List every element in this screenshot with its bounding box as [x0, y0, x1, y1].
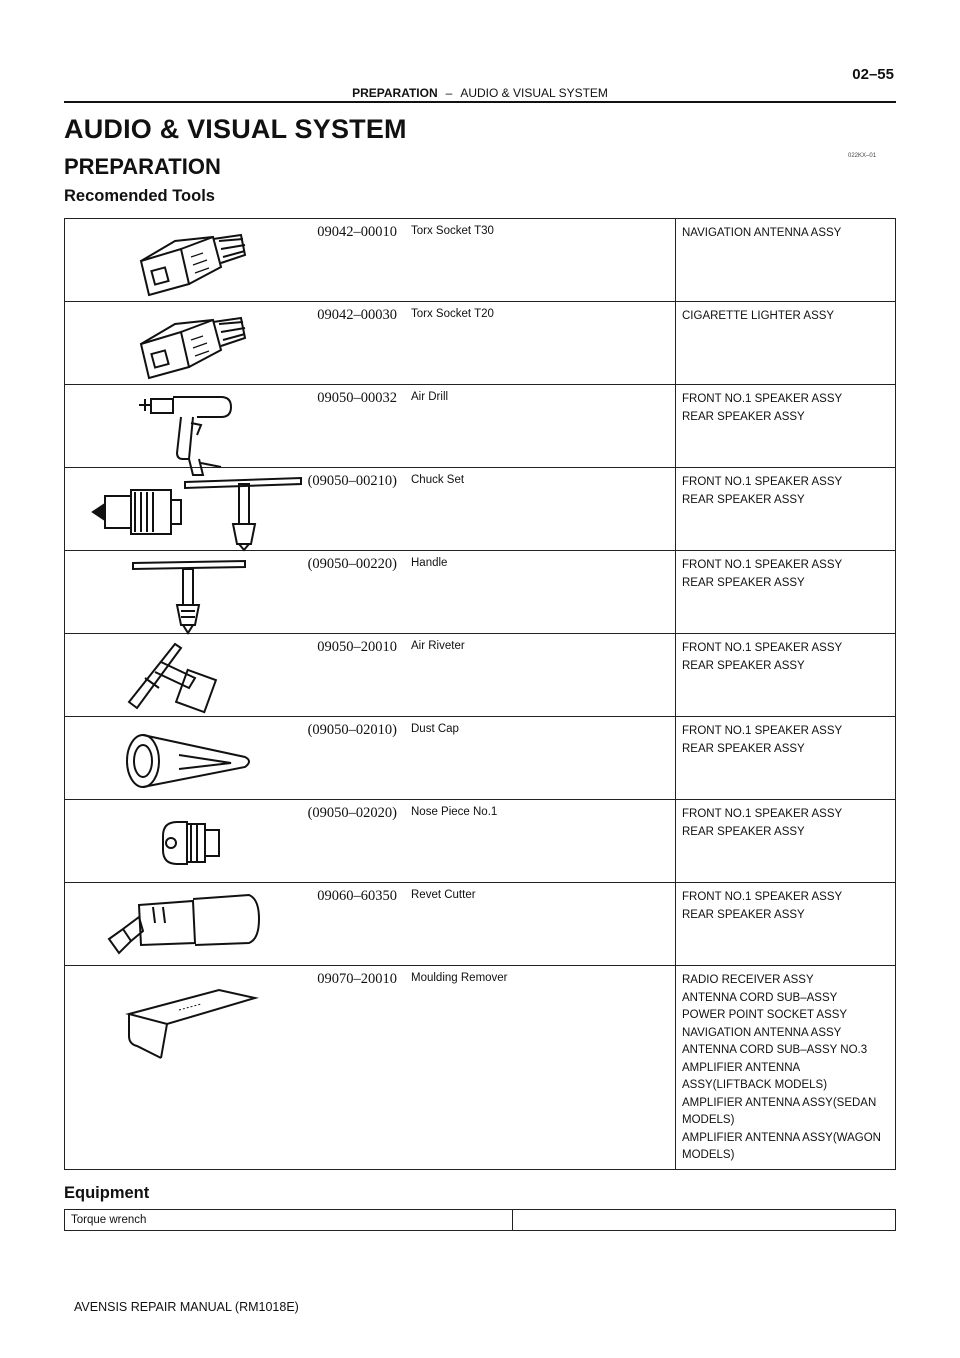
nose-piece-icon [157, 814, 227, 877]
tool-application-item: REAR SPEAKER ASSY [682, 410, 805, 423]
tool-part-number: 09070–20010 [317, 971, 397, 987]
air-riveter-icon [125, 638, 225, 723]
header-rule [64, 101, 896, 103]
recommended-tools-table [64, 218, 896, 1170]
tool-illustration-cell [65, 302, 404, 385]
tool-application-item: CIGARETTE LIGHTER ASSY [682, 310, 835, 322]
tool-row [65, 634, 896, 717]
tool-illustration-cell [65, 717, 404, 800]
tool-illustration-cell [65, 385, 404, 468]
tool-application [676, 966, 896, 1170]
tool-application-item: POWER POINT SOCKET ASSY [682, 1009, 848, 1021]
tool-application [676, 883, 896, 966]
tool-application-item: REAR SPEAKER ASSY [682, 908, 805, 921]
tool-part-number: (09050–02020) [307, 805, 397, 821]
tool-application [676, 385, 896, 468]
tool-application-item: AMPLIFIER ANTENNA ASSY(WAGON MODELS) [682, 1131, 881, 1161]
tool-application [676, 551, 896, 634]
tool-name: Air Riveter [403, 634, 676, 717]
equipment-note [513, 1210, 896, 1231]
tool-application [676, 717, 896, 800]
equipment-row [65, 1210, 896, 1231]
tool-application [676, 219, 896, 302]
tool-row [65, 219, 896, 302]
recommended-tools-heading: Recomended Tools [64, 187, 215, 205]
tool-application-item: FRONT NO.1 SPEAKER ASSY [682, 476, 843, 488]
tool-application-item: REAR SPEAKER ASSY [682, 825, 805, 838]
chuck-key-handle-icon [129, 557, 249, 642]
equipment-item: Torque wrench [65, 1210, 513, 1231]
tool-illustration-cell [65, 468, 404, 551]
page-header [64, 66, 896, 100]
tool-application-item: FRONT NO.1 SPEAKER ASSY [682, 725, 843, 737]
tool-name: Moulding Remover [403, 966, 676, 1170]
tool-part-number: (09050–02010) [307, 722, 397, 738]
tool-application-item: AMPLIFIER ANTENNA ASSY(SEDAN MODELS) [682, 1096, 877, 1126]
tool-application [676, 634, 896, 717]
tool-part-number: 09042–00010 [317, 224, 397, 240]
tool-name: Handle [403, 551, 676, 634]
tool-application-item: FRONT NO.1 SPEAKER ASSY [682, 891, 843, 903]
tool-illustration-cell [65, 551, 404, 634]
tool-row [65, 966, 896, 1170]
tool-illustration-cell [65, 634, 404, 717]
tool-application-item: FRONT NO.1 SPEAKER ASSY [682, 808, 843, 820]
tool-part-number: (09050–00220) [307, 556, 397, 572]
tool-part-number: 09060–60350 [317, 888, 397, 904]
moulding-remover-icon [121, 984, 261, 1069]
tool-name: Chuck Set [403, 468, 676, 551]
tool-name: Revet Cutter [403, 883, 676, 966]
tool-application-item: FRONT NO.1 SPEAKER ASSY [682, 559, 843, 571]
page-title: AUDIO & VISUAL SYSTEM [64, 114, 407, 144]
tool-illustration-cell [65, 800, 404, 883]
tool-part-number: 09050–00032 [317, 390, 397, 406]
tool-application-item: ANTENNA CORD SUB–ASSY [682, 991, 838, 1004]
tool-illustration-cell [65, 966, 404, 1170]
tool-application [676, 302, 896, 385]
tool-application-item: ANTENNA CORD SUB–ASSY NO.3 [682, 1044, 868, 1056]
tool-application-item: FRONT NO.1 SPEAKER ASSY [682, 393, 843, 405]
document-code: 022KX–01 [848, 153, 877, 159]
tool-row [65, 468, 896, 551]
tool-name: Nose Piece No.1 [403, 800, 676, 883]
torx-socket-icon [131, 312, 251, 387]
tool-application-item: NAVIGATION ANTENNA ASSY [682, 227, 842, 239]
tool-application-item: REAR SPEAKER ASSY [682, 659, 805, 672]
equipment-heading: Equipment [64, 1184, 150, 1202]
tool-application-item: AMPLIFIER ANTENNA ASSY(LIFTBACK MODELS) [682, 1061, 828, 1091]
tool-row [65, 883, 896, 966]
tool-part-number: 09042–00030 [317, 307, 397, 323]
tool-row [65, 551, 896, 634]
tool-application-item: REAR SPEAKER ASSY [682, 576, 805, 589]
page-subtitle: PREPARATION [64, 154, 221, 179]
tool-row [65, 717, 896, 800]
tool-application-item: REAR SPEAKER ASSY [682, 493, 805, 506]
header-section: PREPARATION [352, 86, 438, 100]
tool-name: Torx Socket T30 [403, 219, 676, 302]
tool-name: Torx Socket T20 [403, 302, 676, 385]
tool-part-number: 09050–20010 [317, 639, 397, 655]
tool-illustration-cell [65, 883, 404, 966]
chuck-set-icon [87, 474, 307, 557]
tool-application [676, 800, 896, 883]
tool-row [65, 800, 896, 883]
header-separator: – [445, 86, 453, 100]
tool-name: Air Drill [403, 385, 676, 468]
tool-row [65, 385, 896, 468]
header-chapter: AUDIO & VISUAL SYSTEM [460, 86, 608, 100]
tool-name: Dust Cap [403, 717, 676, 800]
tool-part-number: (09050–00210) [307, 473, 397, 489]
running-header [64, 86, 896, 100]
rivet-cutter-icon [103, 887, 263, 968]
tool-application-item: RADIO RECEIVER ASSY [682, 974, 814, 986]
tool-application-item: REAR SPEAKER ASSY [682, 742, 805, 755]
tool-application-item: NAVIGATION ANTENNA ASSY [682, 1026, 842, 1039]
torx-socket-icon [131, 229, 251, 304]
equipment-table [64, 1209, 896, 1231]
tool-application [676, 468, 896, 551]
page-number: 02–55 [852, 66, 894, 83]
tool-illustration-cell [65, 219, 404, 302]
page-footer: AVENSIS REPAIR MANUAL (RM1018E) [74, 1300, 299, 1314]
dust-cap-icon [119, 725, 259, 802]
tool-application-item: FRONT NO.1 SPEAKER ASSY [682, 642, 843, 654]
tool-row [65, 302, 896, 385]
